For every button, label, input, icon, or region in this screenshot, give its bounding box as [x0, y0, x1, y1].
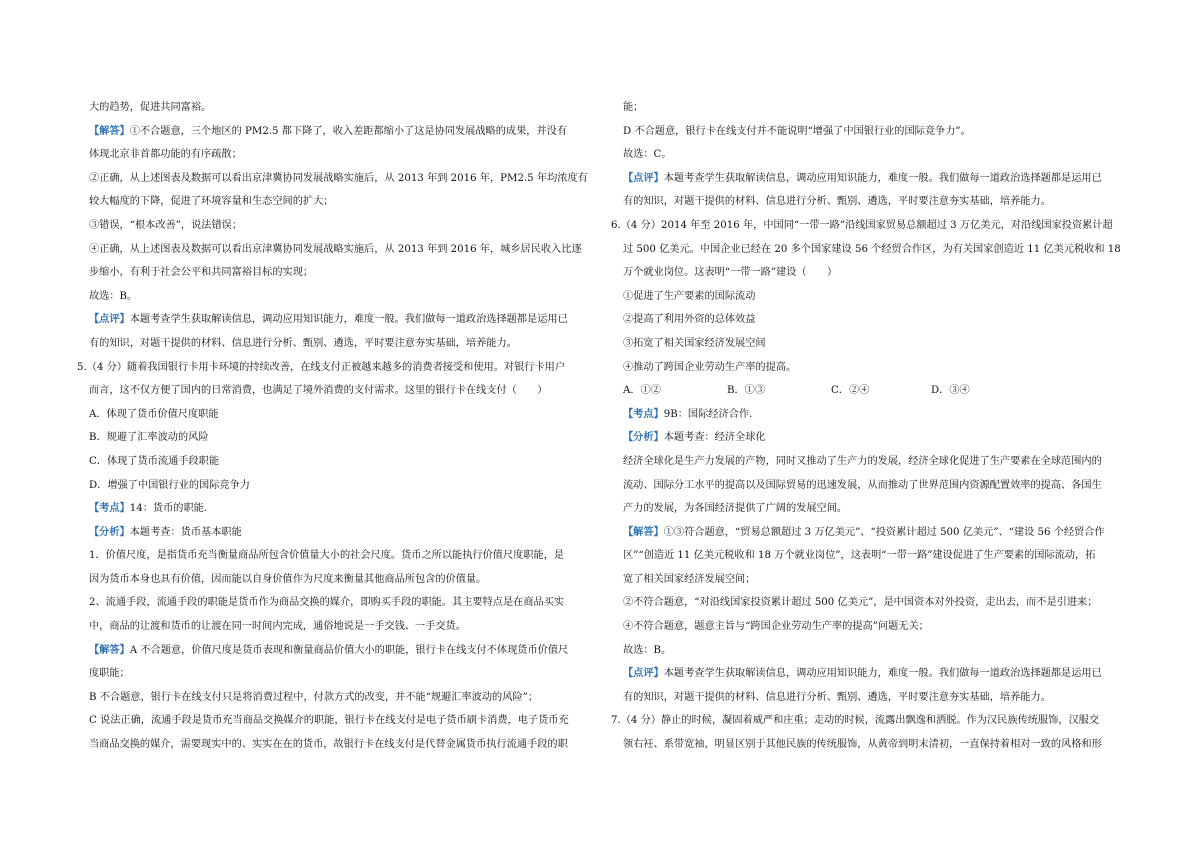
text-line [611, 450, 1131, 474]
right-column [611, 96, 1131, 757]
line-text: ④不符合题意，题意主旨与“跨国企业劳动生产率的提高”问题无关； [623, 621, 929, 633]
line-text: 因为货币本身也具有价值，因而能以自身价值作为尺度来衡量其他商品所包含的价值量。 [89, 573, 487, 585]
text-line [611, 426, 1131, 450]
line-text: 区”“创造近 11 亿美元税收和 18 万个就业岗位”，这表明“一带一路”建设促进了生产要素的国际流动，拓 [623, 550, 1096, 562]
line-text: 体现北京非首都功能的有序疏散； [89, 149, 242, 161]
text-line [611, 332, 1131, 356]
answer-options [611, 379, 1131, 403]
line-text: A 不合题意，价值尺度是货币表现和衡量商品价值大小的职能，银行卡在线支付不体现货币价值尺 [129, 644, 569, 656]
answer-option: B．①③ [727, 385, 766, 397]
line-text: 1．价值尺度，是指货币充当衡量商品所包含价值量大小的社会尺度。货币之所以能执行价值尺度职能，是 [89, 550, 565, 562]
text-line [77, 120, 593, 144]
line-text: 中，商品的让渡和货币的让渡在同一时间内完成，通俗地说是一手交钱、一手交货。 [89, 621, 466, 633]
section-tag: 【考点】 [89, 502, 130, 515]
text-line [77, 379, 593, 403]
line-text: 故选：B。 [623, 644, 672, 656]
text-line [611, 544, 1131, 568]
text-line [77, 615, 593, 639]
line-text: ③错误，“根本改善”，说法错误； [89, 219, 243, 231]
text-line [611, 190, 1131, 214]
text-line [611, 261, 1131, 285]
line-text: A．体现了货币价值尺度职能 [89, 408, 219, 420]
text-line [611, 167, 1131, 191]
text-line [611, 662, 1131, 686]
text-line [611, 615, 1131, 639]
text-line [611, 521, 1131, 545]
line-text: 9B：国际经济合作. [663, 408, 753, 420]
line-text: 本题考查学生获取解读信息，调动应用知识能力，难度一般。我们做每一道政治选择题都是运用已 [129, 314, 568, 326]
text-line [77, 497, 593, 521]
line-text: ④推动了跨国企业劳动生产率的提高。 [623, 361, 797, 373]
text-line [77, 474, 593, 498]
answer-option: A．①② [623, 385, 661, 397]
text-line [77, 733, 593, 757]
text-line [611, 356, 1131, 380]
text-line [77, 308, 593, 332]
line-text: 度职能； [89, 668, 130, 680]
text-line [77, 96, 593, 120]
text-line [611, 308, 1131, 332]
line-text: 步缩小，有利于社会公平和共同富裕目标的实现； [89, 267, 314, 279]
text-line [611, 686, 1131, 710]
section-tag: 【点评】 [623, 171, 664, 184]
line-text: 7.（4 分）静止的时候，凝固着威严和庄重；走动的时候，流露出飘逸和洒脱。作为汉民族传统服饰，汉服交 [611, 715, 1100, 727]
text-line [77, 426, 593, 450]
section-tag: 【解答】 [89, 643, 130, 656]
line-text: 经济全球化是生产力发展的产物，同时又推动了生产力的发展，经济全球化促进了生产要素在全球范围内的 [623, 455, 1102, 467]
line-text: 故选：B。 [89, 290, 138, 302]
text-line [77, 332, 593, 356]
line-text: 大的趋势，促进共同富裕。 [89, 102, 212, 113]
text-line [611, 591, 1131, 615]
line-text: ②提高了利用外资的总体效益 [623, 314, 756, 326]
section-tag: 【点评】 [89, 313, 130, 326]
line-text: D．增强了中国银行业的国际竞争力 [89, 479, 250, 491]
text-line [77, 261, 593, 285]
text-line [611, 497, 1131, 521]
line-text: 有的知识，对题干提供的材料、信息进行分析、甄别、遴选，平时要注意夯实基础，培养能力。 [623, 196, 1051, 208]
text-line [611, 143, 1131, 167]
line-text: 5.（4 分）随着我国银行卡用卡环境的持续改善，在线支付正被越来越多的消费者接受和使用。对银行卡用户 [77, 361, 566, 373]
text-line [77, 167, 593, 191]
line-text: 而言，这不仅方便了国内的日常消费，也满足了境外消费的支付需求。这里的银行卡在线支付（ ） [89, 385, 548, 397]
text-line [611, 709, 1131, 733]
line-text: ③拓宽了相关国家经济发展空间 [623, 337, 766, 349]
line-text: 当商品交换的媒介，需要现实中的、实实在在的货币，故银行卡在线支付是代替金属货币执行流通手段的职 [89, 739, 568, 751]
line-text: ②不符合题意，“对沿线国家投资累计超过 500 亿美元”，是中国资本对外投资，走出去，而不是引进来； [623, 597, 1098, 609]
text-line [77, 544, 593, 568]
line-text: 6.（4 分）2014 年至 2016 年，中国同“一带一路”沿线国家贸易总额超过 3 万亿美元，对沿线国家投资累计超 [611, 219, 1113, 231]
text-line [77, 356, 593, 380]
text-line [77, 709, 593, 733]
text-line [611, 639, 1131, 663]
text-line [77, 639, 593, 663]
line-text: ①促进了生产要素的国际流动 [623, 290, 756, 302]
line-text: 流动、国际分工水平的提高以及国际贸易的迅速发展，从而推动了世界范围内资源配置效率的提高、各国生 [623, 479, 1102, 491]
line-text: 有的知识，对题干提供的材料、信息进行分析、甄别、遴选，平时要注意夯实基础，培养能力。 [623, 691, 1051, 703]
text-line [77, 591, 593, 615]
line-text: 能； [623, 102, 644, 113]
line-text: 本题考查学生获取解读信息，调动应用知识能力，难度一般。我们做每一道政治选择题都是运用已 [663, 668, 1102, 680]
line-text: D 不合题意，银行卡在线支付并不能说明“增强了中国银行业的国际竞争力”。 [623, 125, 971, 137]
left-column [77, 96, 593, 757]
text-line [77, 521, 593, 545]
line-text: ②正确，从上述图表及数据可以看出京津冀协同发展战略实施后，从 2013 年到 2016 年，PM2.5 年均浓度有 [89, 172, 588, 184]
section-tag: 【解答】 [89, 124, 130, 137]
line-text: 故选：C。 [623, 149, 672, 161]
line-text: 2、流通手段，流通手段的职能是货币作为商品交换的媒介，即购买手段的职能。其主要特点是在商品买实 [89, 597, 565, 609]
text-line [77, 662, 593, 686]
line-text: 本题考查：经济全球化 [663, 432, 766, 444]
text-line [77, 238, 593, 262]
line-text: B．规避了汇率波动的风险 [89, 432, 209, 444]
line-text: 宽了相关国家经济发展空间； [623, 573, 756, 585]
line-text: C．体现了货币流通手段职能 [89, 455, 220, 467]
section-tag: 【分析】 [623, 431, 664, 444]
text-line [77, 450, 593, 474]
line-text: ①③符合题意，“贸易总额超过 3 万亿美元”、“投资累计超过 500 亿美元”、“建设 56 个经贸合作 [663, 526, 1105, 538]
text-line [77, 285, 593, 309]
line-text: 过 500 亿美元。中国企业已经在 20 多个国家建设 56 个经贸合作区，为有关国家创造近 11 亿美元税收和 18 [623, 243, 1121, 255]
text-line [77, 686, 593, 710]
line-text: 万个就业岗位。这表明“一带一路”建设（ ） [623, 267, 838, 279]
text-line [611, 96, 1131, 120]
text-line [611, 120, 1131, 144]
line-text: ①不合题意，三个地区的 PM2.5 都下降了，收入差距都缩小了这是协同发展战略的成果，并没有 [129, 125, 568, 137]
text-line [611, 214, 1131, 238]
line-text: 14：货币的职能. [129, 503, 208, 515]
text-line [611, 403, 1131, 427]
text-line [611, 238, 1131, 262]
answer-option: D．③④ [931, 385, 970, 397]
line-text: 产力的发展，为各国经济提供了广阔的发展空间。 [623, 503, 848, 515]
text-line [77, 214, 593, 238]
line-text: C 说法正确，流通手段是货币充当商品交换媒介的职能，银行卡在线支付是电子货币刷卡消费，电子货币充 [89, 715, 569, 727]
section-tag: 【考点】 [623, 407, 664, 420]
line-text: B 不合题意，银行卡在线支付只是将消费过程中，付款方式的改变，并不能“规避汇率波动的风险”； [89, 691, 539, 703]
text-line [611, 568, 1131, 592]
section-tag: 【解答】 [623, 525, 664, 538]
line-text: 较大幅度的下降，促进了环境容量和生态空间的扩大； [89, 196, 334, 208]
text-line [77, 143, 593, 167]
text-line [611, 285, 1131, 309]
text-line [77, 403, 593, 427]
section-tag: 【点评】 [623, 667, 664, 680]
line-text: ④正确，从上述图表及数据可以看出京津冀协同发展战略实施后，从 2013 年到 2016 年，城乡居民收入比逐 [89, 243, 582, 255]
text-line [611, 733, 1131, 757]
line-text: 本题考查：货币基本职能 [129, 526, 242, 538]
text-line [77, 190, 593, 214]
line-text: 本题考查学生获取解读信息，调动应用知识能力，难度一般。我们做每一道政治选择题都是运用已 [663, 172, 1102, 184]
line-text: 领右衽、系带宽袖，明显区别于其他民族的传统服饰，从黄帝到明末清初，一直保持着相对一致的风格和形 [623, 739, 1102, 751]
text-line [77, 568, 593, 592]
answer-option: C．②④ [831, 385, 870, 397]
text-line [611, 474, 1131, 498]
section-tag: 【分析】 [89, 525, 130, 538]
line-text: 有的知识，对题干提供的材料、信息进行分析、甄别、遴选，平时要注意夯实基础，培养能力。 [89, 337, 517, 349]
